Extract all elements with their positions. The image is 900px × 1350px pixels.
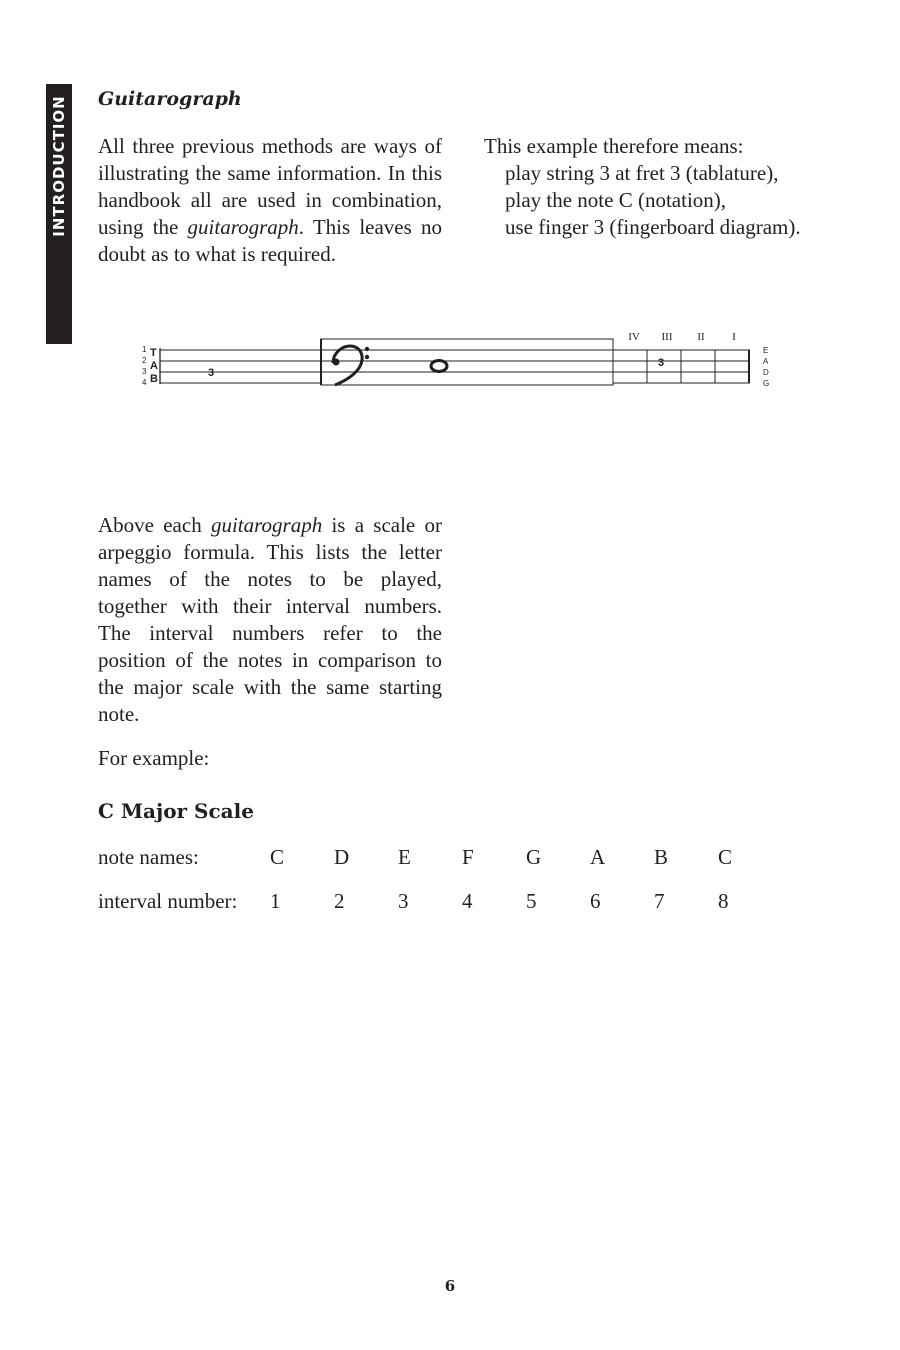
section-side-tab: [46, 84, 72, 344]
note-names-label: note names:: [98, 845, 199, 869]
tab-fret-number: 3: [208, 367, 215, 379]
tablature: [142, 345, 320, 387]
string-number: 2: [142, 356, 147, 365]
note-name: G: [526, 845, 542, 869]
string-name: E: [763, 346, 769, 355]
meaning-line: use finger 3 (fingerboard diagram).: [505, 215, 801, 239]
whole-note-c: [431, 361, 447, 372]
interval-number: 4: [462, 889, 473, 913]
note-name: F: [462, 845, 474, 869]
para1-text-b: . This leaves no doubt as to what is required.: [98, 215, 442, 266]
fret-label: IV: [628, 331, 640, 343]
interval-number: 2: [334, 889, 345, 913]
example-lead-in: For example:: [98, 746, 210, 770]
tab-letter: A: [150, 360, 158, 372]
interval-number: 1: [270, 889, 281, 913]
para3-text-b: is a scale or arpeggio formula. This lists the letter names of the notes to be played, together with their interval numbers. The interval numbers refer to the position of the notes in comparison to the major scale with the same starting note.: [98, 513, 443, 726]
para3-text-a: Above each: [98, 513, 211, 537]
example-intro: This example therefore means:: [484, 134, 744, 158]
note-name: D: [334, 845, 350, 869]
formula-paragraph: [98, 512, 442, 728]
interval-number: 3: [398, 889, 409, 913]
string-name: G: [763, 379, 770, 388]
para1-term: guitarograph: [187, 215, 299, 239]
clef-dot: [365, 347, 369, 351]
fingerboard-diagram: [613, 331, 769, 388]
para3-term: guitarograph: [210, 513, 323, 537]
string-number: 4: [142, 378, 147, 387]
guitarograph-diagram: [130, 325, 790, 397]
bass-clef: [333, 346, 362, 385]
intro-paragraph: [98, 133, 442, 268]
fret-label: I: [732, 331, 736, 343]
clef-dot: [365, 355, 369, 359]
page-number: 6: [444, 1277, 456, 1295]
meaning-line: play the note C (notation),: [505, 188, 727, 212]
meaning-line: play string 3 at fret 3 (tablature),: [505, 161, 779, 185]
para1-text-a: All three previous methods are ways of illustrating the same information. In this handbook all are used in combination, using the: [98, 134, 442, 239]
finger-number: 3: [657, 357, 665, 369]
tab-letter: B: [150, 373, 158, 385]
fret-label: III: [661, 331, 673, 343]
string-name: A: [763, 357, 769, 366]
interval-number: 7: [654, 889, 665, 913]
example-meaning-paragraph: [484, 133, 864, 241]
note-name: C: [718, 845, 733, 869]
tab-letter: T: [150, 347, 157, 359]
note-name: E: [398, 845, 411, 869]
interval-number: 5: [526, 889, 537, 913]
fret-label: II: [697, 331, 705, 343]
interval-number: 6: [590, 889, 601, 913]
string-number: 3: [142, 367, 147, 376]
string-number: 1: [142, 345, 147, 354]
note-name: C: [270, 845, 285, 869]
note-name: A: [590, 845, 606, 869]
interval-number-label: interval number:: [98, 889, 238, 913]
interval-number: 8: [718, 889, 729, 913]
section-title: Guitarograph: [98, 88, 242, 110]
note-name: B: [654, 845, 669, 869]
side-tab-label: INTRODUCTION: [50, 95, 68, 237]
string-name: D: [763, 368, 769, 377]
scale-title: C Major Scale: [98, 799, 254, 823]
notation-staff: [321, 339, 613, 385]
